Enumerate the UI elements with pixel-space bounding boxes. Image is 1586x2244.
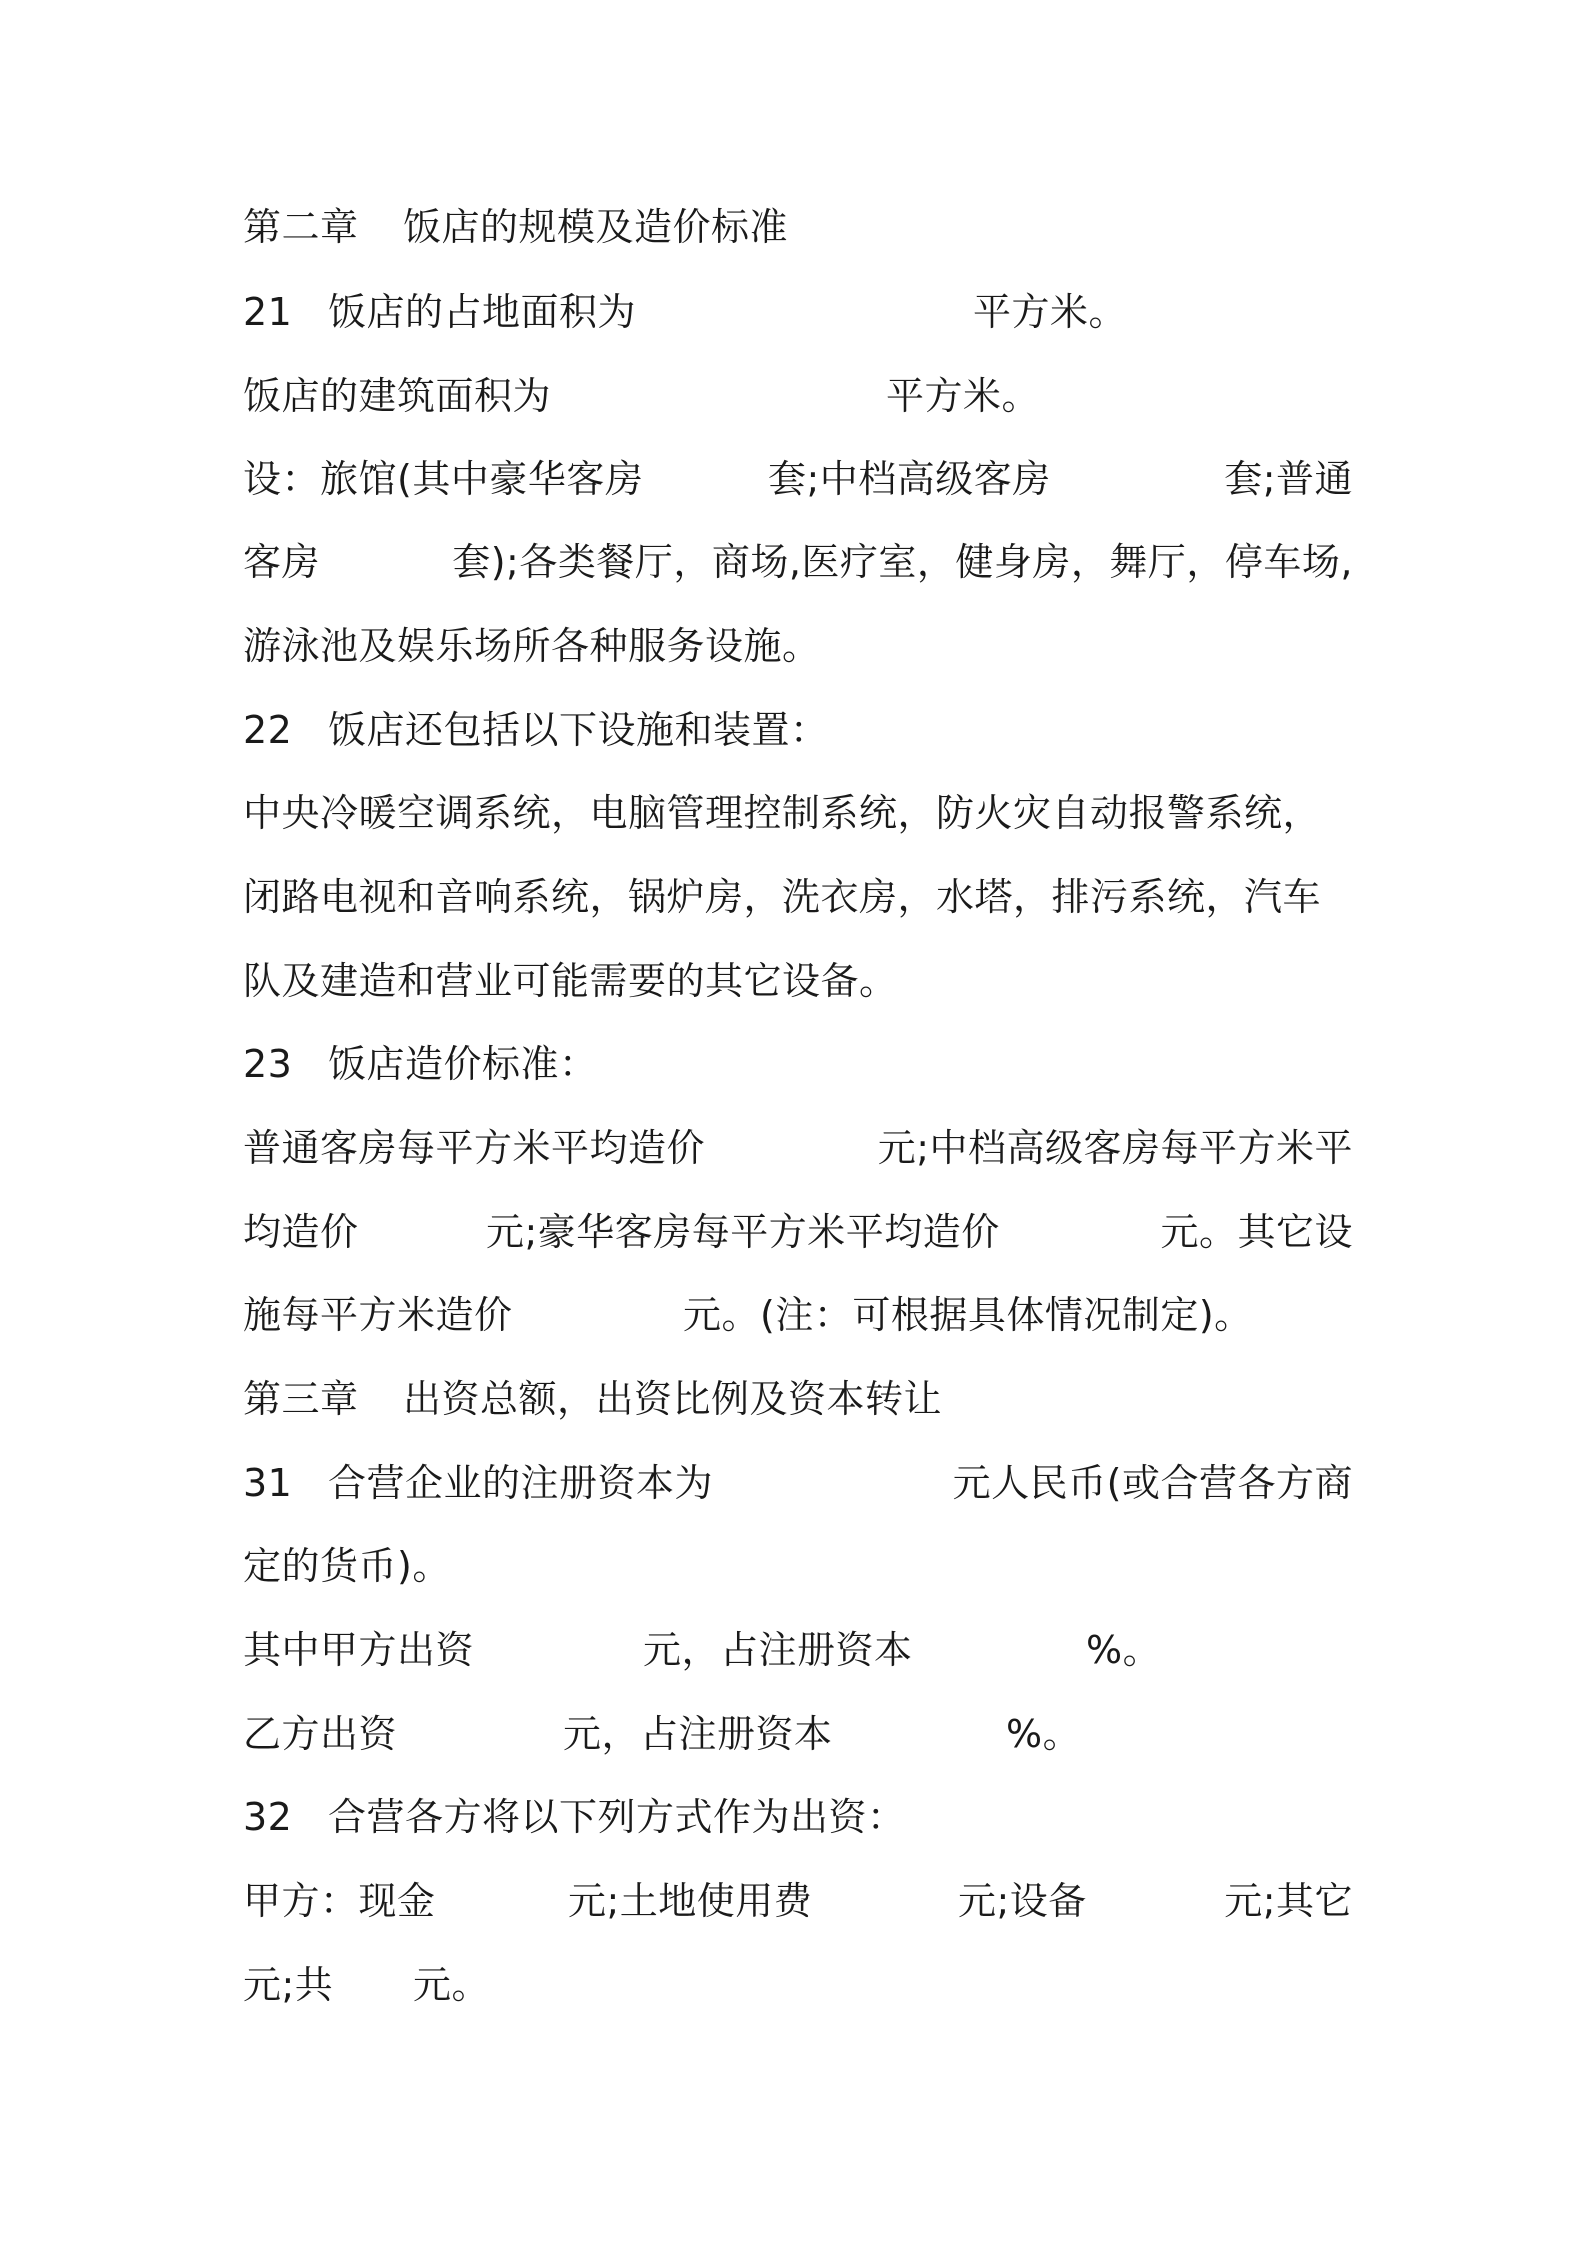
chapter-number: 第三章 [243,1377,359,1421]
text-segment: 定的货币)。 [243,1544,451,1588]
paragraph-line [243,447,1353,511]
clause-number: 21 [243,290,293,334]
text-segment: 合营企业的注册资本为 [328,1461,714,1505]
paragraph-line [243,865,1353,929]
text-segment: 施每平方米造价 [243,1293,513,1337]
text-segment: 普通客房每平方米平均造价 [243,1126,706,1170]
text-segment: 元;中档高级客房每平方米平 [877,1126,1353,1170]
text-segment: 饭店造价标准： [328,1042,598,1086]
text-segment: 队及建造和营业可能需要的其它设备。 [243,959,898,1003]
paragraph-line [243,1534,1353,1598]
paragraph-line [243,1702,1353,1766]
text-segment: 元，占注册资本 [643,1628,913,1672]
paragraph-line [243,364,1353,428]
text-segment: 元;共 [243,1963,334,2007]
text-segment: 元;设备 [958,1879,1087,1923]
text-segment: 游泳池及娱乐场所各种服务设施。 [243,624,821,668]
paragraph-line [243,1618,1353,1682]
clause-22-line [243,698,1353,762]
clause-23-line [243,1032,1353,1096]
chapter-3-heading [243,1367,1353,1431]
text-segment: 乙方出资 [243,1712,398,1756]
text-segment: 元，占注册资本 [563,1712,833,1756]
clause-number: 32 [243,1795,293,1839]
paragraph-line [243,614,1353,678]
text-segment: 合营各方将以下列方式作为出资： [328,1795,906,1839]
clause-32-line [243,1785,1353,1849]
text-segment: 饭店还包括以下设施和装置： [328,708,829,752]
paragraph-line [243,1116,1353,1180]
text-segment: 闭路电视和音响系统，锅炉房，洗衣房，水塔，排污系统，汽车 [243,875,1322,919]
text-segment: 设：旅馆(其中豪华客房 [243,457,644,501]
clause-number: 22 [243,708,293,752]
chapter-title: 出资总额，出资比例及资本转让 [403,1377,943,1421]
clause-number: 23 [243,1042,293,1086]
text-segment: 元。 [413,1963,491,2007]
text-segment: %。 [1086,1628,1162,1672]
clause-21-line [243,280,1353,344]
text-segment: 套;中档高级客房 [768,457,1051,501]
text-segment: 元;土地使用费 [568,1879,813,1923]
text-segment: 其中甲方出资 [243,1628,475,1672]
paragraph-line [243,949,1353,1013]
text-segment: 套;普通 [1224,457,1353,501]
paragraph-line [243,1869,1353,1933]
text-segment: 中央冷暖空调系统，电脑管理控制系统，防火灾自动报警系统， [243,791,1322,835]
clause-number: 31 [243,1461,293,1505]
text-segment: 饭店的建筑面积为 [243,374,552,418]
chapter-number: 第二章 [243,205,359,249]
text-segment: %。 [1006,1712,1082,1756]
chapter-title: 饭店的规模及造价标准 [403,205,789,249]
paragraph-line [243,1283,1353,1347]
text-segment: 元;其它 [1224,1879,1353,1923]
text-segment: 平方米。 [886,374,1041,418]
chapter-2-heading [243,195,1353,259]
text-segment: 元;豪华客房每平方米平均造价 [486,1210,1000,1254]
text-segment: 元。其它设 [1160,1210,1353,1254]
text-segment: 套);各类餐厅，商场,医疗室，健身房，舞厅，停车场, [452,540,1353,584]
text-segment: 元。(注：可根据具体情况制定)。 [683,1293,1253,1337]
paragraph-line [243,530,1353,594]
text-segment: 饭店的占地面积为 [328,290,637,334]
clause-31-line [243,1451,1353,1515]
paragraph-line [243,1200,1353,1264]
text-segment: 元人民币(或合营各方商 [952,1461,1353,1505]
text-segment: 客房 [243,540,321,584]
text-segment: 均造价 [243,1210,359,1254]
text-segment: 平方米。 [973,290,1128,334]
paragraph-line [243,1953,1353,2017]
paragraph-line [243,781,1353,845]
text-segment: 甲方：现金 [243,1879,436,1923]
